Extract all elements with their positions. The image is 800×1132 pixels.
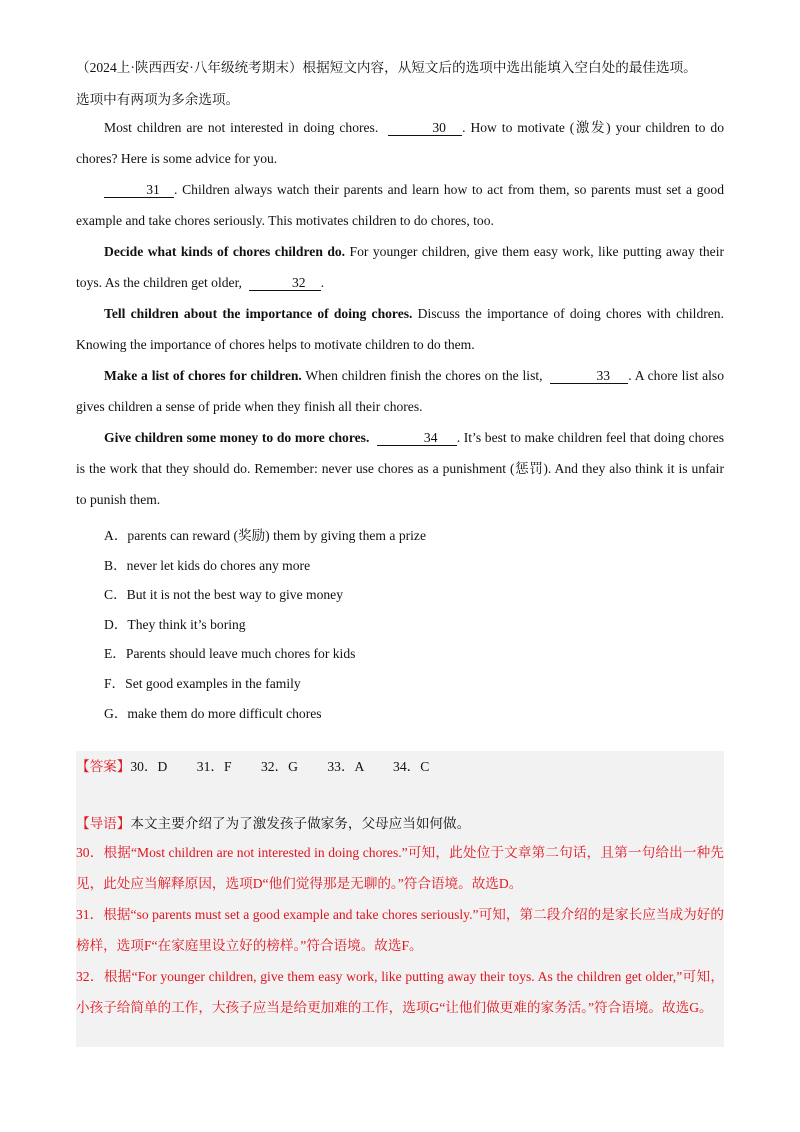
blank-34: 34	[377, 431, 457, 446]
explanation-32: 32．根据“For younger children, give them easy work, like putting away their toys. As the children get older,”可知，小孩子给简单的工作，大孩子应当是给更加难的工作，选项G“让他们做更难的家务活。”符合语境。故选G。	[76, 969, 724, 1015]
option-e: E．Parents should leave much chores for kids	[104, 646, 356, 662]
paragraph-1	[76, 112, 724, 174]
guide-line	[76, 811, 724, 837]
options-list	[76, 521, 724, 728]
answer-item-33: 33．A	[327, 759, 364, 774]
p3-heading: Decide what kinds of chores children do.	[104, 244, 346, 259]
option-b: B．never let kids do chores any more	[104, 557, 311, 573]
option-a: A．parents can reward (奖励) them by giving them a prize	[104, 528, 426, 543]
blank-31: 31	[104, 183, 174, 198]
p1-text-b: . How to motivate (激发) your children to do chores? Here is some advice for you.	[76, 120, 724, 166]
explanation-31: 31．根据“so parents must set a good example and take chores seriously.”可知，第二段介绍的是家长应当成为好的榜样，选项F“在家庭里设立好的榜样。”符合语境。故选F。	[76, 907, 724, 953]
intro-line-1: （2024上·陕西西安·八年级统考期末）根据短文内容，从短文后的选项中选出能填入空白处的最佳选项。	[76, 60, 697, 75]
p5-text-a: When children finish the chores on the list,	[301, 368, 543, 383]
p3-end: .	[320, 275, 325, 290]
answer-label: 【答案】	[76, 759, 131, 774]
blank-33: 33	[550, 369, 628, 384]
explanation-section	[76, 811, 724, 1023]
p6-heading: Give children some money to do more chores.	[104, 430, 370, 445]
intro-line-2: 选项中有两项为多余选项。	[76, 92, 240, 107]
option-d: D．They think it’s boring	[104, 616, 246, 632]
p6-text: . It’s best to make children feel that doing chores is the work that they should do. Remember: never use chores as a punishment (惩罚). And they also think it is unfair to punish them.	[76, 430, 725, 507]
p2-text: . Children always watch their parents and learn how to act from them, so parents must set a good example and take chores seriously. This motivates children to do chores, too.	[76, 182, 724, 228]
p4-heading: Tell children about the importance of doing chores.	[104, 306, 413, 321]
p4-text: Discuss the importance of doing chores with children. Knowing the importance of chores helps to motivate children to do them.	[76, 306, 724, 352]
answer-item-30: 30．D	[130, 759, 168, 774]
answer-item-34: 34．C	[393, 759, 430, 774]
blank-30: 30	[388, 121, 462, 136]
paragraph-3	[76, 236, 724, 298]
paragraph-6	[76, 422, 724, 515]
p5-heading: Make a list of chores for children.	[104, 368, 302, 383]
answer-item-31: 31．F	[196, 759, 232, 774]
answer-line	[76, 755, 429, 775]
p5-text-b: . A chore list also gives children a sense of pride when they finish all their chores.	[76, 368, 724, 414]
guide-text: 本文主要介绍了为了激发孩子做家务，父母应当如何做。	[130, 816, 471, 831]
option-g: G．make them do more difficult chores	[104, 705, 322, 721]
p1-text-a: Most children are not interested in doing chores.	[104, 120, 379, 135]
guide-label: 【导语】	[76, 816, 131, 831]
explanation-30: 30．根据“Most children are not interested in doing chores.”可知，此处位于文章第二句话，且第一句给出一种先见，此处应当解释原因，选项D“他们觉得那是无聊的。”符合语境。故选D。	[76, 845, 724, 891]
blank-32: 32	[249, 276, 321, 291]
p3-text: For younger children, give them easy work, like putting away their toys. As the children get older,	[76, 244, 724, 290]
paragraph-2	[76, 174, 724, 236]
option-f: F．Set good examples in the family	[104, 675, 301, 691]
answer-item-32: 32．G	[260, 759, 298, 774]
passage	[76, 112, 724, 515]
question-section	[76, 58, 724, 728]
paragraph-4	[76, 298, 724, 360]
paragraph-5	[76, 360, 724, 422]
option-c: C．But it is not the best way to give money	[104, 587, 344, 603]
answer-box	[76, 751, 724, 1047]
